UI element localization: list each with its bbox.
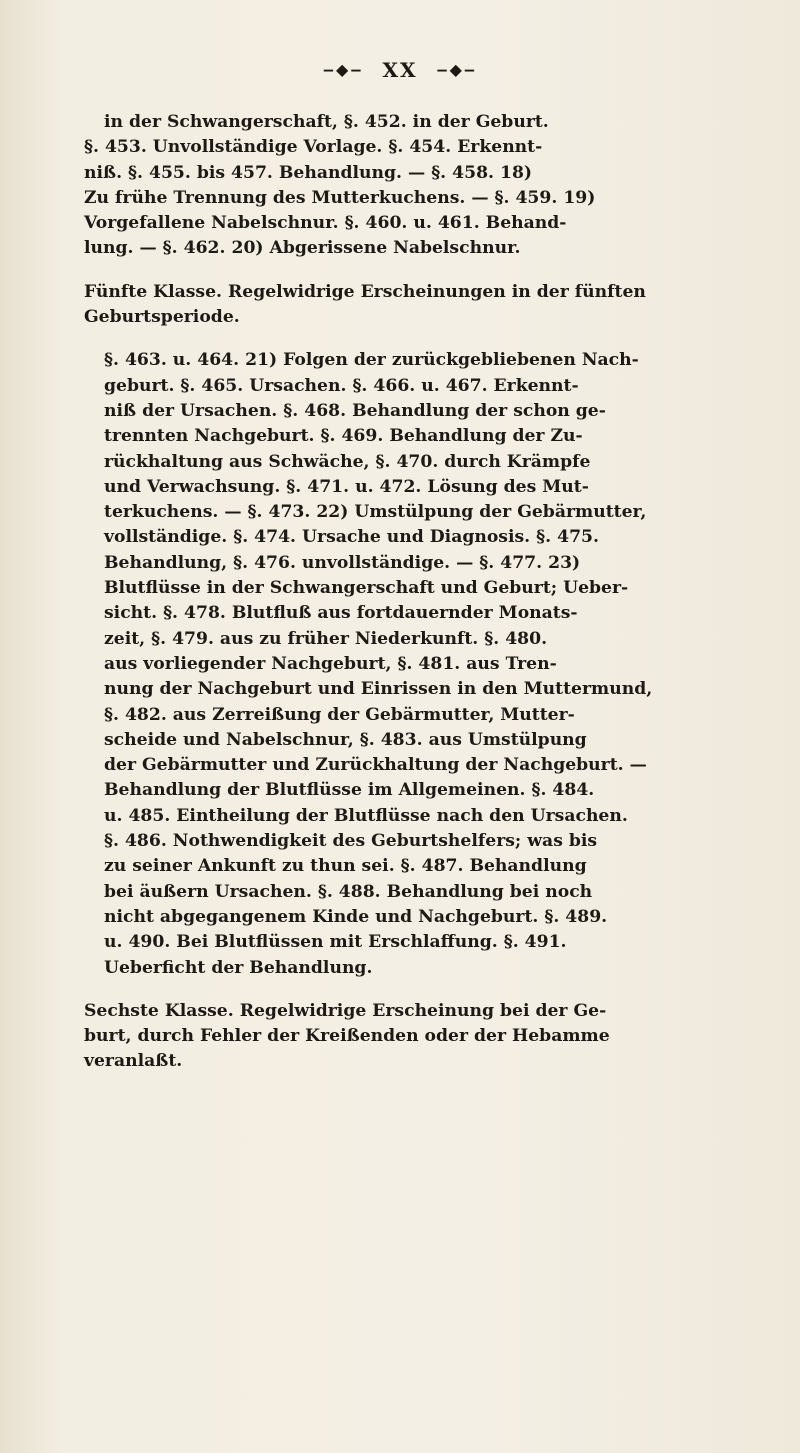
- section-heading-fifth-class: [84, 280, 744, 331]
- paragraph-continuation: [84, 110, 744, 262]
- text-line: terkuchens. — §. 473. 22) Umstülpung der Gebärmutter,: [104, 502, 647, 523]
- paragraph-fifth-class: [84, 348, 744, 980]
- text-line: §. 486. Nothwendigkeit des Geburtshelfers; was bis: [104, 831, 598, 852]
- section-heading-sixth-class: [84, 999, 744, 1075]
- text-line: Behandlung der Blutflüsse im Allgemeinen. §. 484.: [104, 780, 595, 801]
- text-line: sicht. §. 478. Blutfluß aus fortdauernder Monats-: [104, 603, 578, 624]
- text-line: niß der Ursachen. §. 468. Behandlung der schon ge-: [104, 400, 606, 421]
- text-line: Sechste Klasse. Regelwidrige Erscheinung bei der Ge-: [84, 1000, 607, 1021]
- text-line: vollständige. §. 474. Ursache und Diagnosis. §. 475.: [104, 527, 599, 548]
- text-line: scheide und Nabelschnur, §. 483. aus Umstülpung: [104, 729, 587, 750]
- text-line: der Gebärmutter und Zurückhaltung der Nachgeburt. —: [104, 755, 647, 776]
- text-line: trennten Nachgeburt. §. 469. Behandlung der Zu-: [104, 426, 583, 447]
- page-header-text: XX: [382, 58, 418, 82]
- text-line: zu seiner Ankunft zu thun sei. §. 487. Behandlung: [104, 856, 587, 877]
- text-line: bei äußern Ursachen. §. 488. Behandlung bei noch: [104, 881, 593, 902]
- text-line: Zu frühe Trennung des Mutterkuchens. — §. 459. 19): [84, 187, 596, 208]
- text-line: lung. — §. 462. 20) Abgerissene Nabelschnur.: [84, 238, 521, 259]
- text-line: Blutflüsse in der Schwangerschaft und Geburt; Ueber-: [104, 578, 629, 599]
- text-line: Fünfte Klasse. Regelwidrige Erscheinungen in der fünften: [84, 281, 646, 302]
- text-line: Behandlung, §. 476. unvollständige. — §. 477. 23): [104, 552, 581, 573]
- right-ornament-icon: ‒◆‒: [436, 60, 478, 79]
- text-line: nung der Nachgeburt und Einrissen in den Muttermund,: [104, 679, 653, 700]
- text-line: §. 482. aus Zerreißung der Gebärmutter, Mutter-: [104, 704, 575, 725]
- body-text: [84, 110, 744, 1075]
- text-line: zeit, §. 479. aus zu früher Niederkunft. §. 480.: [104, 628, 548, 649]
- text-line: §. 453. Unvollständige Vorlage. §. 454. Erkennt-: [84, 137, 543, 158]
- text-line: Ueberficht der Behandlung.: [104, 957, 373, 978]
- left-ornament-icon: ‒◆‒: [322, 60, 364, 79]
- text-line: geburt. §. 465. Ursachen. §. 466. u. 467. Erkennt-: [104, 375, 579, 396]
- text-line: rückhaltung aus Schwäche, §. 470. durch Krämpfe: [104, 451, 591, 472]
- text-line: aus vorliegender Nachgeburt, §. 481. aus Tren-: [104, 653, 557, 674]
- text-line: u. 485. Eintheilung der Blutflüsse nach den Ursachen.: [104, 805, 628, 826]
- page-header: [0, 58, 800, 82]
- text-line: und Verwachsung. §. 471. u. 472. Lösung des Mut-: [104, 476, 589, 497]
- text-line: §. 463. u. 464. 21) Folgen der zurückgebliebenen Nach-: [104, 350, 639, 371]
- text-line: nicht abgegangenem Kinde und Nachgeburt. §. 489.: [104, 906, 608, 927]
- text-line: Vorgefallene Nabelschnur. §. 460. u. 461. Behand-: [84, 213, 567, 234]
- text-line: u. 490. Bei Blutflüssen mit Erschlaffung. §. 491.: [104, 932, 567, 953]
- text-line: in der Schwangerschaft, §. 452. in der Geburt.: [104, 112, 549, 132]
- text-line: niß. §. 455. bis 457. Behandlung. — §. 458. 18): [84, 162, 533, 183]
- text-line: veranlaßt.: [84, 1051, 183, 1072]
- text-line: burt, durch Fehler der Kreißenden oder der Hebamme: [84, 1026, 610, 1047]
- text-line: Geburtsperiode.: [84, 307, 240, 328]
